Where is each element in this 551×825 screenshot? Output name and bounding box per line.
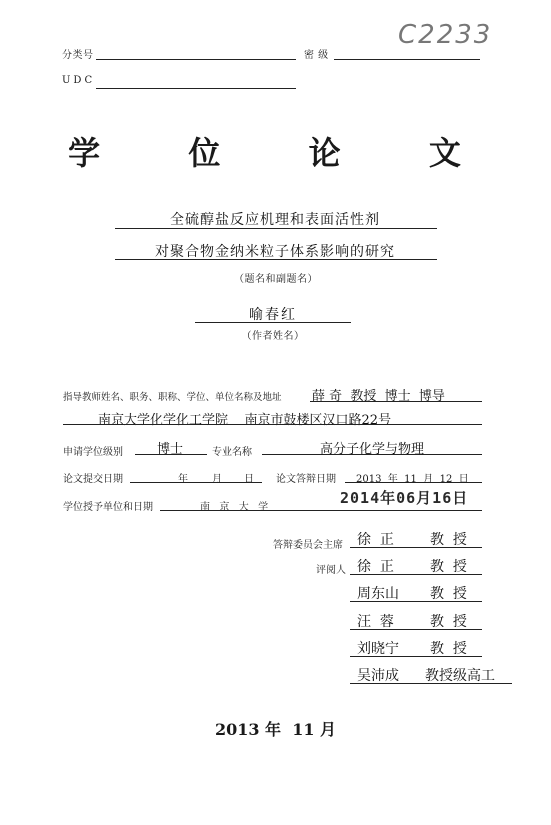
thesis-title-line1: 全硫醇盐反应机理和表面活性剂 [170,212,380,228]
committee-name-1: 徐 正 [357,532,394,548]
advisor-rule [310,401,482,402]
grant-unit: 南 京 大 学 [200,502,270,513]
footer-date: 2013 年 11 月 [214,720,337,739]
degree-rule [135,454,207,455]
submit-month: 月 [212,474,223,485]
secret-level-line [334,59,480,60]
degree-label: 申请学位级别 [63,447,123,458]
committee-name-6: 吴沛成 [357,668,399,684]
committee-title-6: 教授级高工 [425,668,495,684]
author-name: 喻春红 [249,307,297,323]
committee-name-2: 徐 正 [357,559,394,575]
secret-level-label: 密 级 [304,50,329,61]
committee-title-4: 教 授 [430,614,467,630]
advisor-value: 薛 奇 教授 博士 博导 [312,389,445,404]
committee-title-1: 教 授 [430,532,467,548]
udc-line [96,88,296,89]
committee-rule-6 [350,683,512,684]
grant-rule [160,510,482,511]
committee-rule-3 [350,601,482,602]
committee-rule-5 [350,656,482,657]
major-value: 高分子化学与物理 [319,442,424,457]
advisor-label: 指导教师姓名、职务、职称、学位、单位名称及地址 [63,392,282,403]
main-title: 学 位 论 文 [68,134,483,172]
udc-label: UDC [62,75,96,86]
committee-name-4: 汪 蓉 [357,614,394,630]
submit-day: 日 [244,474,255,485]
title-line2-rule [115,259,437,260]
advisor-address: 南京大学化学化工学院 南京市鼓楼区汉口路22号 [98,413,392,428]
thesis-title-line2: 对聚合物金纳米粒子体系影响的研究 [155,244,395,260]
defense-rule [345,482,482,483]
committee-rule-4 [350,629,482,630]
submit-date-label: 论文提交日期 [63,474,123,485]
grant-label: 学位授予单位和日期 [63,502,153,513]
major-label: 专业名称 [212,447,252,458]
reviewer-label: 评阅人 [316,565,346,576]
committee-title-3: 教 授 [430,586,467,602]
handwritten-code: C2233 [398,20,493,50]
classification-label: 分类号 [62,50,94,61]
title-line1-rule [115,228,437,229]
defense-date-label: 论文答辩日期 [276,474,336,485]
submit-rule [130,482,262,483]
author-caption: （作者姓名） [241,331,305,342]
committee-rule-1 [350,547,482,548]
address-rule [63,424,482,425]
chair-label: 答辩委员会主席 [273,540,343,551]
author-rule [195,322,351,323]
classification-line [96,59,296,60]
degree-value: 博士 [156,442,183,457]
submit-year: 年 [178,474,189,485]
committee-title-5: 教 授 [430,641,467,657]
defense-date: 2013 年 11 月 12 日 [356,474,469,485]
committee-name-3: 周东山 [357,586,399,602]
committee-rule-2 [350,574,482,575]
grant-date-stamp: 2014年06月16日 [340,489,469,507]
committee-name-5: 刘晓宁 [357,641,399,657]
committee-title-2: 教 授 [430,559,467,575]
major-rule [262,454,482,455]
title-caption: （题名和副题名） [234,274,318,285]
